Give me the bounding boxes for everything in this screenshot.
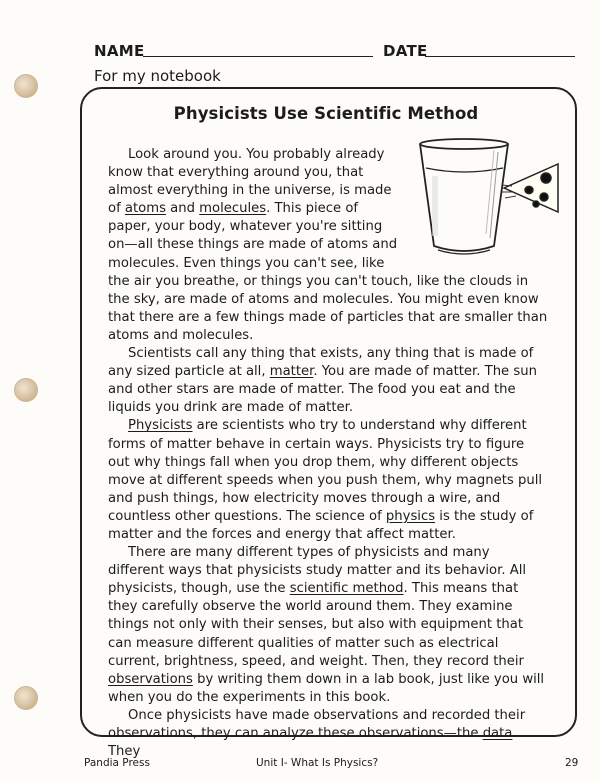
key-term: scientific method: [289, 581, 404, 597]
paragraph-text: and: [165, 201, 200, 217]
date-label: DATE: [383, 42, 428, 60]
paragraph-text: There are many different types of physicists and many different ways that physicists study matter and its behavior. All physicists, though, use the: [108, 545, 527, 597]
key-term: matter: [269, 364, 314, 380]
glass-and-cheese-illustration: [408, 138, 560, 266]
footer-unit: Unit I- What Is Physics?: [256, 757, 379, 769]
paragraph-text: . You are made of matter. The sun and other stars are made of matter. The food you eat and the liquids you drink are made of matter.: [108, 364, 537, 416]
key-term: Physicists: [128, 418, 193, 434]
paragraph: [108, 544, 548, 707]
key-term: molecules: [199, 201, 267, 217]
name-line[interactable]: [143, 56, 373, 57]
key-term: atoms: [124, 201, 166, 217]
key-term: physics: [385, 508, 436, 524]
paragraph: [108, 707, 548, 761]
paragraph-text: are scientists who try to understand why different forms of matter behave in certain ways. Physicists try to figure out why things fall when you drop them, why different objects move at different speeds when you push them, why magnets pull and push things, how electricity moves through a wire, and countless other questions. The science of: [108, 418, 543, 524]
article-body: [108, 146, 548, 761]
footer-page-number: 29: [565, 757, 579, 769]
paragraph-text: . This piece of paper, your body, whatever you're sitting on—all these things are made of atoms and molecules. Even things you can't see, like the air you breathe, or things you can't touch, like the clouds in the sky, are made of atoms and molecules. You might even know that there are a few things made of particles that are smaller than atoms and molecules.: [108, 201, 548, 343]
key-term: data: [482, 726, 513, 741]
binder-hole-middle: [14, 378, 38, 402]
paragraph-text: Scientists call any thing that exists, any thing that is made of any sized particle at all,: [108, 346, 534, 380]
paragraph-text: is the study of matter and the forces and energy that affect matter.: [108, 508, 534, 542]
paragraph-text: . This means that they carefully observe the world around them. They examine things not only with their senses, but also with equipment that can measure different qualities of matter such as electrical current, brightness, speed, and weight. Then, they record their: [108, 581, 524, 669]
binder-hole-bottom: [14, 686, 38, 710]
paragraph-text: Once physicists have made observations and recorded their observations, they can analyze these observations—the: [108, 707, 526, 741]
paragraph-text: by writing them down in a lab book, just like you will when you do the experiments in this book.: [108, 671, 545, 705]
cheese-wedge-icon: [504, 164, 558, 212]
paragraph-text: . They: [108, 726, 517, 760]
binder-hole-top: [14, 74, 38, 98]
paragraph: [108, 345, 548, 417]
date-line[interactable]: [425, 56, 575, 57]
page-title: Physicists Use Scientific Method: [173, 104, 479, 123]
paragraph: [108, 417, 548, 544]
footer-publisher: Pandia Press: [84, 757, 150, 769]
notebook-label: For my notebook: [94, 67, 221, 85]
key-term: observations: [108, 671, 193, 687]
name-label: NAME: [94, 42, 145, 60]
paragraph-text: Look around you. You probably already know that everything around you, that almost everything in the universe, is made of: [108, 147, 392, 217]
